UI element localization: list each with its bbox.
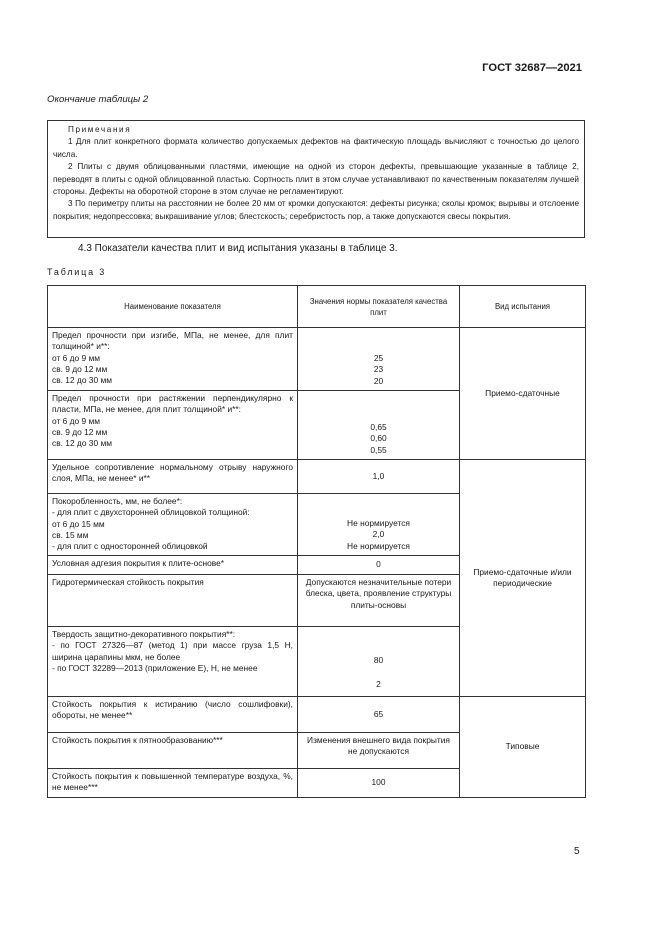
value-item: Не нормируется (347, 540, 410, 551)
value-item: 0,60 (370, 433, 387, 444)
test-type-cell: Типовые (460, 697, 586, 798)
header-norm: Значения нормы показателя качества плит (298, 286, 460, 328)
value-cell: 0 (298, 556, 460, 575)
indicator-title: Предел прочности при изгибе, МПа, не менее, для плит толщиной* и**: (52, 330, 293, 352)
indicator-cell (48, 391, 298, 460)
value-item: 80 (373, 655, 384, 666)
test-type-cell: Приемо-сдаточные и/или периодические (460, 460, 586, 697)
note-item: 3 По периметру плиты на расстоянии не более 20 мм от кромки допускаются: дефекты рисунка; сколы кромок; вырывы и отслоение покрытия; недопрессовка; выкрашивание углов; блестскость; серебристость пор, а также допускаются свесы покрытия. (53, 199, 579, 221)
indicator-item: от 6 до 15 мм (52, 518, 105, 529)
indicator-cell (48, 494, 298, 556)
value-cell (298, 494, 460, 556)
indicator-item: - для плит с односторонней облицовкой (52, 541, 208, 552)
table-caption: Таблица 3 (47, 267, 106, 277)
table-row (48, 328, 586, 391)
value-cell (298, 627, 460, 697)
value-item: 23 (373, 364, 384, 375)
header-indicator: Наименование показателя (48, 286, 298, 328)
table-row (48, 697, 586, 733)
indicator-title: Покоробленность, мм, не более*: (52, 496, 183, 506)
indicator-item: св. 9 до 12 мм (52, 363, 108, 374)
notes-title: Примечания (68, 125, 132, 134)
note-item: 2 Плиты с двумя облицованными пластями, имеющие на одной из сторон дефекты, превышающие указанные в таблице 2, переводят в плиты с одной облицованной пластью. Сортность плит в этом случае устанавливают по качественным показателям лучшей стороны. Дефекты на оборотной стороне в этом случае не регламентируют. (53, 162, 579, 197)
indicator-cell (48, 328, 298, 391)
header-test: Вид испытания (460, 286, 586, 328)
indicator-cell (48, 627, 298, 697)
value-item: Не нормируется (347, 518, 410, 529)
section-intro: 4.3 Показатели качества плит и вид испытания указаны в таблице 3. (78, 243, 398, 254)
test-type-cell: Приемо-сдаточные (460, 328, 586, 460)
value-cell: 1,0 (298, 460, 460, 494)
indicator-cell: Стойкость покрытия к истиранию (число сошлифовки), обороты, не менее** (48, 697, 298, 733)
value-item: 2,0 (372, 529, 385, 540)
value-cell (298, 328, 460, 391)
table-continuation-label: Окончание таблицы 2 (47, 94, 149, 105)
indicator-cell: Стойкость покрытия к повышенной температуре воздуха, %, не менее*** (48, 769, 298, 798)
value-item: 25 (373, 353, 384, 364)
value-cell: Допускаются незначительные потери блеска, цвета, проявление структуры плиты-основы (298, 575, 460, 627)
indicator-item: - для плит с двухсторонней облицовкой толщиной: (52, 507, 250, 518)
indicator-item: св. 15 мм (52, 529, 89, 540)
indicator-item: - по ГОСТ 32289—2013 (приложение Е), Н, не менее (52, 662, 258, 673)
indicator-item: от 6 до 9 мм (52, 415, 100, 426)
indicator-cell: Удельное сопротивление нормальному отрыву наружного слоя, МПа, не менее* и** (48, 460, 298, 494)
notes-box (47, 120, 585, 238)
value-cell (298, 391, 460, 460)
value-item: 0,65 (370, 422, 387, 433)
indicator-cell: Стойкость покрытия к пятнообразованию*** (48, 733, 298, 769)
standard-number: ГОСТ 32687—2021 (482, 62, 582, 74)
value-cell: 100 (298, 769, 460, 798)
indicator-item: св. 12 до 30 мм (52, 438, 112, 449)
table-header-row (48, 286, 586, 328)
note-item: 1 Для плит конкретного формата количество допускаемых дефектов на фактическую площадь вычисляют с точностью до целого числа. (53, 137, 579, 159)
value-item: 2 (376, 678, 381, 689)
indicator-item: св. 12 до 30 мм (52, 375, 112, 386)
indicator-cell: Условная адгезия покрытия к плите-основе* (48, 556, 298, 575)
indicator-item: св. 9 до 12 мм (52, 426, 108, 437)
indicator-item: от 6 до 9 мм (52, 352, 100, 363)
value-item: 20 (373, 375, 384, 386)
indicator-cell: Гидротермическая стойкость покрытия (48, 575, 298, 627)
indicator-item: - по ГОСТ 27326—87 (метод 1) при массе груза 1,5 Н, ширина царапины мкм, не более (52, 640, 293, 662)
quality-table (47, 285, 586, 798)
value-cell: 65 (298, 697, 460, 733)
value-cell: Изменения внешнего вида покрытия не допускаются (298, 733, 460, 769)
value-item: 0,55 (370, 444, 387, 455)
page-number: 5 (574, 846, 580, 857)
table-row (48, 460, 586, 494)
indicator-title: Предел прочности при растяжении перпендикулярно к пласти, МПа, не менее, для плит толщиной* и**: (52, 393, 293, 415)
indicator-title: Твердость защитно-декоративного покрытия**: (52, 629, 236, 639)
